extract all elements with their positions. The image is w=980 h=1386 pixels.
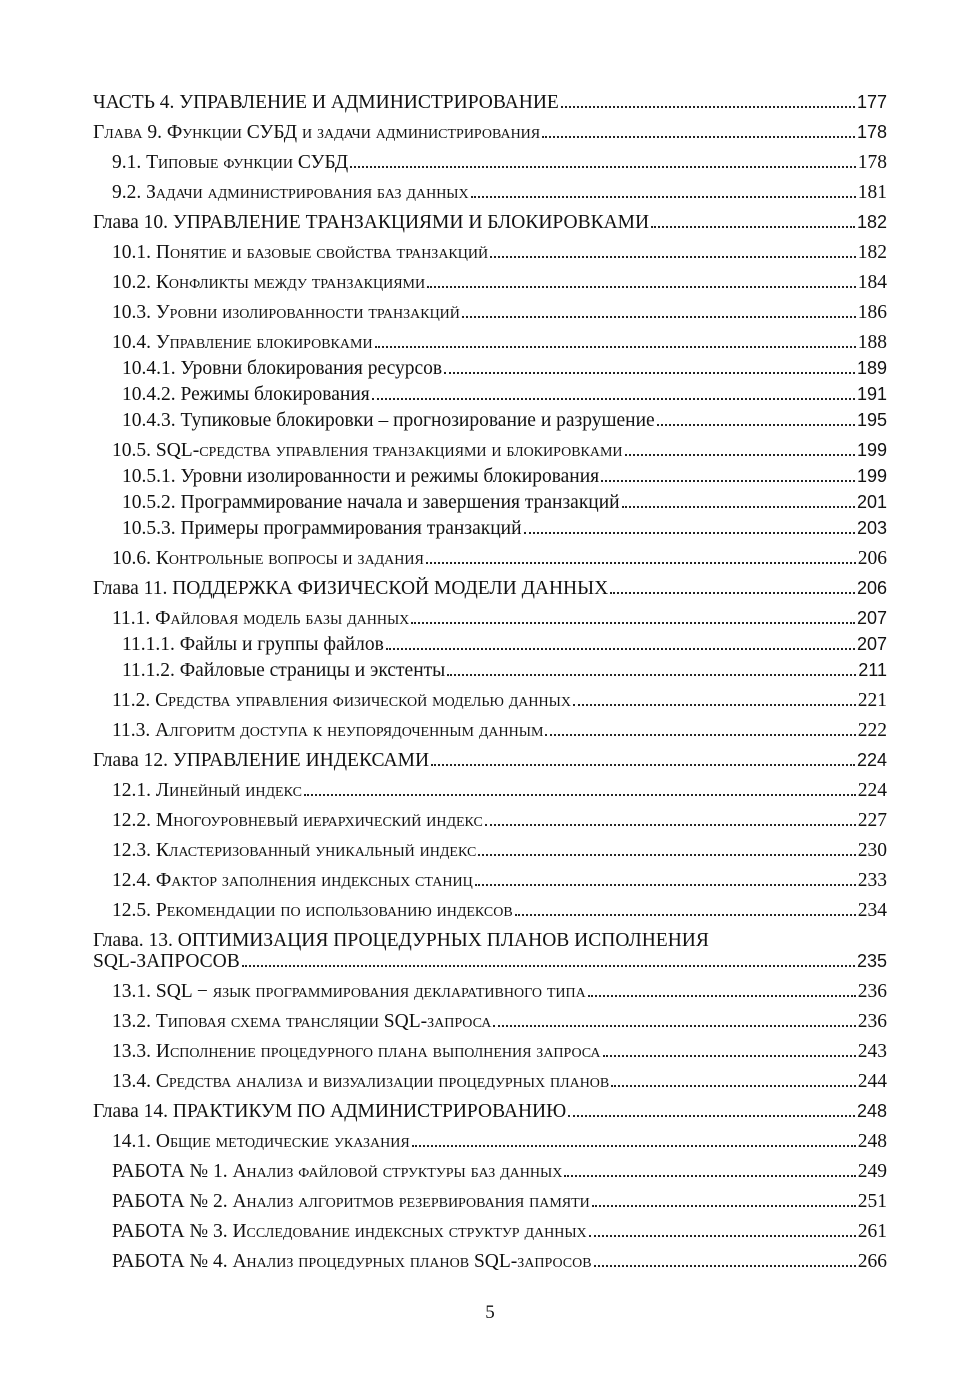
toc-entry[interactable] bbox=[93, 578, 887, 599]
toc-entry-title-line1: Глава. 13. ОПТИМИЗАЦИЯ ПРОЦЕДУРНЫХ ПЛАНОВ ИСПОЛНЕНИЯ bbox=[93, 930, 709, 951]
toc-leader-dots bbox=[561, 106, 855, 108]
toc-entry-title: 10.4.2. Режимы блокирования bbox=[122, 384, 370, 405]
toc-leader-dots bbox=[601, 480, 855, 482]
toc-entry-page: 249 bbox=[857, 1161, 887, 1182]
toc-leader-dots bbox=[545, 734, 855, 736]
toc-entry[interactable] bbox=[93, 358, 887, 379]
toc-entry[interactable] bbox=[93, 410, 887, 431]
toc-entry[interactable] bbox=[93, 122, 887, 143]
toc-entry-title: 10.6. Контрольные вопросы и задания bbox=[112, 548, 424, 569]
toc-entry-title: 14.1. Общие методические указания bbox=[112, 1131, 410, 1152]
toc-entry-title: 11.3. Алгоритм доступа к неупорядоченным данным bbox=[112, 720, 544, 741]
toc-entry-title: Глава 9. Функции СУБД и задачи администрирования bbox=[93, 122, 541, 143]
toc-entry[interactable] bbox=[93, 810, 887, 831]
toc-entry-page: 227 bbox=[857, 810, 887, 831]
toc-entry[interactable] bbox=[93, 608, 887, 629]
toc-entry-page: 244 bbox=[857, 1071, 887, 1092]
toc-entry-page: 188 bbox=[857, 332, 887, 353]
toc-entry[interactable] bbox=[93, 690, 887, 711]
toc-entry-page: 182 bbox=[857, 242, 887, 263]
toc-entry-title: 13.2. Типовая схема трансляции SQL-запроса bbox=[112, 1011, 492, 1032]
toc-entry-page: 248 bbox=[856, 1101, 887, 1121]
toc-entry[interactable] bbox=[93, 302, 887, 323]
toc-entry[interactable] bbox=[93, 981, 887, 1002]
toc-entry[interactable] bbox=[93, 548, 887, 569]
toc-entry-title: ЧАСТЬ 4. УПРАВЛЕНИЕ И АДМИНИСТРИРОВАНИЕ bbox=[93, 92, 559, 113]
toc-leader-dots bbox=[447, 674, 856, 676]
toc-entry-page: 182 bbox=[856, 212, 887, 232]
toc-leader-dots bbox=[589, 1235, 856, 1237]
toc-entry-page: 178 bbox=[856, 122, 887, 142]
toc-entry-page: 184 bbox=[857, 272, 887, 293]
toc-entry-title: 9.2. Задачи администрирования баз данных bbox=[112, 182, 469, 203]
toc-leader-dots bbox=[610, 592, 855, 594]
toc-leader-dots bbox=[622, 506, 855, 508]
toc-entry-title: 10.1. Понятие и базовые свойства транзакций bbox=[112, 242, 489, 263]
toc-entry-page: 206 bbox=[856, 578, 887, 598]
toc-entry-page: 221 bbox=[857, 690, 887, 711]
toc-leader-dots bbox=[462, 316, 856, 318]
toc-entry[interactable] bbox=[93, 1041, 887, 1062]
toc-entry[interactable] bbox=[93, 92, 887, 113]
toc-entry-title: 10.5.3. Примеры программирования транзакций bbox=[122, 518, 522, 539]
toc-entry-page: 207 bbox=[856, 608, 887, 628]
toc-entry-page: 224 bbox=[857, 780, 887, 801]
toc-entry-title: РАБОТА № 4. Анализ процедурных планов SQL-запросов bbox=[112, 1251, 592, 1272]
toc-leader-dots bbox=[242, 965, 855, 967]
toc-leader-dots bbox=[412, 1145, 856, 1147]
toc-entry-title: Глава 10. УПРАВЛЕНИЕ ТРАНЗАКЦИЯМИ И БЛОКИРОВКАМИ bbox=[93, 212, 650, 233]
toc-entry-title: 10.4.3. Тупиковые блокировки – прогнозирование и разрушение bbox=[122, 410, 655, 431]
toc-entry[interactable] bbox=[93, 1071, 887, 1092]
toc-entry-title-line2: SQL-ЗАПРОСОВ bbox=[93, 951, 240, 972]
toc-leader-dots bbox=[564, 1175, 855, 1177]
toc-entry[interactable] bbox=[93, 272, 887, 293]
toc-entry-page: 191 bbox=[856, 384, 887, 404]
toc-entry-page: 235 bbox=[856, 951, 887, 971]
toc-entry[interactable] bbox=[93, 152, 887, 173]
toc-entry-title: 10.5.1. Уровни изолированности и режимы блокирования bbox=[122, 466, 600, 487]
toc-leader-dots bbox=[444, 372, 855, 374]
toc-entry[interactable] bbox=[93, 1221, 887, 1242]
toc-entry-page: 211 bbox=[858, 660, 887, 680]
toc-entry[interactable] bbox=[93, 750, 887, 771]
toc-leader-dots bbox=[588, 995, 856, 997]
toc-leader-dots bbox=[350, 166, 856, 168]
toc-entry-page: 207 bbox=[856, 634, 887, 654]
toc-entry[interactable] bbox=[93, 900, 887, 921]
toc-leader-dots bbox=[375, 346, 856, 348]
toc-entry-title: РАБОТА № 3. Исследование индексных структур данных bbox=[112, 1221, 587, 1242]
toc-entry[interactable] bbox=[93, 466, 887, 487]
toc-leader-dots bbox=[603, 1055, 856, 1057]
toc-entry-title: 13.4. Средства анализа и визуализации процедурных планов bbox=[112, 1071, 610, 1092]
toc-entry[interactable] bbox=[93, 212, 887, 233]
toc-entry-page: 189 bbox=[856, 358, 887, 378]
toc-leader-dots bbox=[475, 884, 856, 886]
toc-entry[interactable] bbox=[93, 242, 887, 263]
toc-entry-title: Глава 12. УПРАВЛЕНИЕ ИНДЕКСАМИ bbox=[93, 750, 430, 771]
toc-entry-page: 177 bbox=[856, 92, 887, 112]
toc-leader-dots bbox=[594, 1265, 856, 1267]
toc-entry-page: 199 bbox=[856, 466, 887, 486]
toc-entry[interactable] bbox=[93, 870, 887, 891]
toc-leader-dots bbox=[386, 648, 855, 650]
toc-entry-title: 12.4. Фактор заполнения индексных станиц bbox=[112, 870, 473, 891]
page-number: 5 bbox=[485, 1302, 495, 1323]
toc-entry[interactable] bbox=[93, 384, 887, 405]
toc-entry-title: РАБОТА № 1. Анализ файловой структуры баз данных bbox=[112, 1161, 563, 1182]
toc-entry-page: 186 bbox=[857, 302, 887, 323]
toc-leader-dots bbox=[411, 622, 855, 624]
toc-entry-page: 201 bbox=[856, 492, 887, 512]
toc-entry-page: 236 bbox=[857, 1011, 887, 1032]
toc-entry-title-line2-row bbox=[93, 951, 887, 972]
toc-leader-dots bbox=[471, 196, 856, 198]
toc-entry[interactable] bbox=[93, 518, 887, 539]
toc-leader-dots bbox=[427, 286, 856, 288]
toc-leader-dots bbox=[625, 454, 855, 456]
toc-entry[interactable] bbox=[93, 634, 887, 655]
toc-entry-page: 236 bbox=[857, 981, 887, 1002]
toc-entry[interactable] bbox=[93, 1101, 887, 1122]
toc-entry-page: 261 bbox=[857, 1221, 887, 1242]
toc-entry-page: 206 bbox=[857, 548, 887, 569]
toc-entry-page: 230 bbox=[857, 840, 887, 861]
toc-leader-dots bbox=[611, 1085, 855, 1087]
toc-leader-dots bbox=[493, 1025, 855, 1027]
toc-leader-dots bbox=[515, 914, 856, 916]
toc-entry[interactable] bbox=[93, 1161, 887, 1182]
toc-leader-dots bbox=[542, 136, 855, 138]
toc-entry[interactable] bbox=[93, 1191, 887, 1212]
toc-entry-title: 10.2. Конфликты между транзакциями bbox=[112, 272, 426, 293]
toc-entry[interactable] bbox=[93, 840, 887, 861]
toc-entry[interactable] bbox=[93, 332, 887, 353]
toc-entry-title: 12.1. Линейный индекс bbox=[112, 780, 302, 801]
toc-entry-title: 11.1.2. Файловые страницы и экстенты bbox=[122, 660, 446, 681]
toc-entry[interactable] bbox=[93, 1011, 887, 1032]
toc-leader-dots bbox=[304, 794, 856, 796]
toc-entry[interactable] bbox=[93, 720, 887, 741]
table-of-contents bbox=[93, 92, 887, 1272]
toc-leader-dots bbox=[573, 704, 856, 706]
toc-leader-dots bbox=[372, 398, 855, 400]
toc-entry[interactable] bbox=[93, 440, 887, 461]
toc-entry-title: Глава 14. ПРАКТИКУМ ПО АДМИНИСТРИРОВАНИЮ bbox=[93, 1101, 567, 1122]
toc-entry-title: 10.3. Уровни изолированности транзакций bbox=[112, 302, 460, 323]
toc-entry-title: 11.1.1. Файлы и группы файлов bbox=[122, 634, 384, 655]
toc-leader-dots bbox=[490, 256, 856, 258]
toc-leader-dots bbox=[651, 226, 855, 228]
toc-entry-title: 12.2. Многоуровневый иерархический индекс bbox=[112, 810, 483, 831]
toc-entry-title: Глава 11. ПОДДЕРЖКА ФИЗИЧЕСКОЙ МОДЕЛИ ДАННЫХ bbox=[93, 578, 609, 599]
toc-entry-page: 178 bbox=[857, 152, 887, 173]
toc-entry-page: 203 bbox=[856, 518, 887, 538]
toc-leader-dots bbox=[431, 764, 855, 766]
toc-entry-title: 13.1. SQL − язык программирования декларативного типа bbox=[112, 981, 586, 1002]
toc-leader-dots bbox=[657, 424, 855, 426]
toc-entry-title: 10.5.2. Программирование начала и завершения транзакций bbox=[122, 492, 620, 513]
toc-entry-page: 266 bbox=[857, 1251, 887, 1272]
toc-entry-page: 233 bbox=[857, 870, 887, 891]
toc-entry-title: 10.4.1. Уровни блокирования ресурсов bbox=[122, 358, 443, 379]
toc-entry[interactable] bbox=[93, 1131, 887, 1152]
toc-entry[interactable] bbox=[93, 1251, 887, 1272]
toc-entry-title: 9.1. Типовые функции СУБД bbox=[112, 152, 349, 173]
toc-leader-dots bbox=[426, 562, 856, 564]
toc-leader-dots bbox=[524, 532, 855, 534]
toc-entry-title: 11.2. Средства управления физической моделью данных bbox=[112, 690, 571, 711]
toc-entry-title: 12.3. Кластеризованный уникальный индекс bbox=[112, 840, 477, 861]
toc-entry-chapter-13[interactable] bbox=[93, 930, 887, 972]
toc-leader-dots bbox=[478, 854, 855, 856]
toc-leader-dots bbox=[592, 1205, 856, 1207]
toc-entry-page: 222 bbox=[857, 720, 887, 741]
toc-entry-page: 195 bbox=[856, 410, 887, 430]
toc-entry-title: 12.5. Рекомендации по использованию индексов bbox=[112, 900, 513, 921]
toc-entry-title: 13.3. Исполнение процедурного плана выполнения запроса bbox=[112, 1041, 601, 1062]
toc-entry-page: 199 bbox=[856, 440, 887, 460]
toc-entry-page: 243 bbox=[857, 1041, 887, 1062]
toc-entry-page: 234 bbox=[857, 900, 887, 921]
toc-leader-dots bbox=[485, 824, 856, 826]
toc-entry-title: 10.5. SQL-средства управления транзакциями и блокировками bbox=[112, 440, 623, 461]
toc-entry[interactable] bbox=[93, 492, 887, 513]
toc-entry-title: РАБОТА № 2. Анализ алгоритмов резервирования памяти bbox=[112, 1191, 590, 1212]
toc-entry-title: 11.1. Файловая модель базы данных bbox=[112, 608, 410, 629]
toc-entry-page: 181 bbox=[857, 182, 887, 203]
toc-entry[interactable] bbox=[93, 660, 887, 681]
toc-entry-page: 248 bbox=[857, 1131, 887, 1152]
toc-entry-title: 10.4. Управление блокировками bbox=[112, 332, 373, 353]
toc-entry-page: 251 bbox=[857, 1191, 887, 1212]
toc-leader-dots bbox=[568, 1115, 855, 1117]
toc-entry-page: 224 bbox=[856, 750, 887, 770]
toc-entry[interactable] bbox=[93, 780, 887, 801]
toc-entry[interactable] bbox=[93, 182, 887, 203]
